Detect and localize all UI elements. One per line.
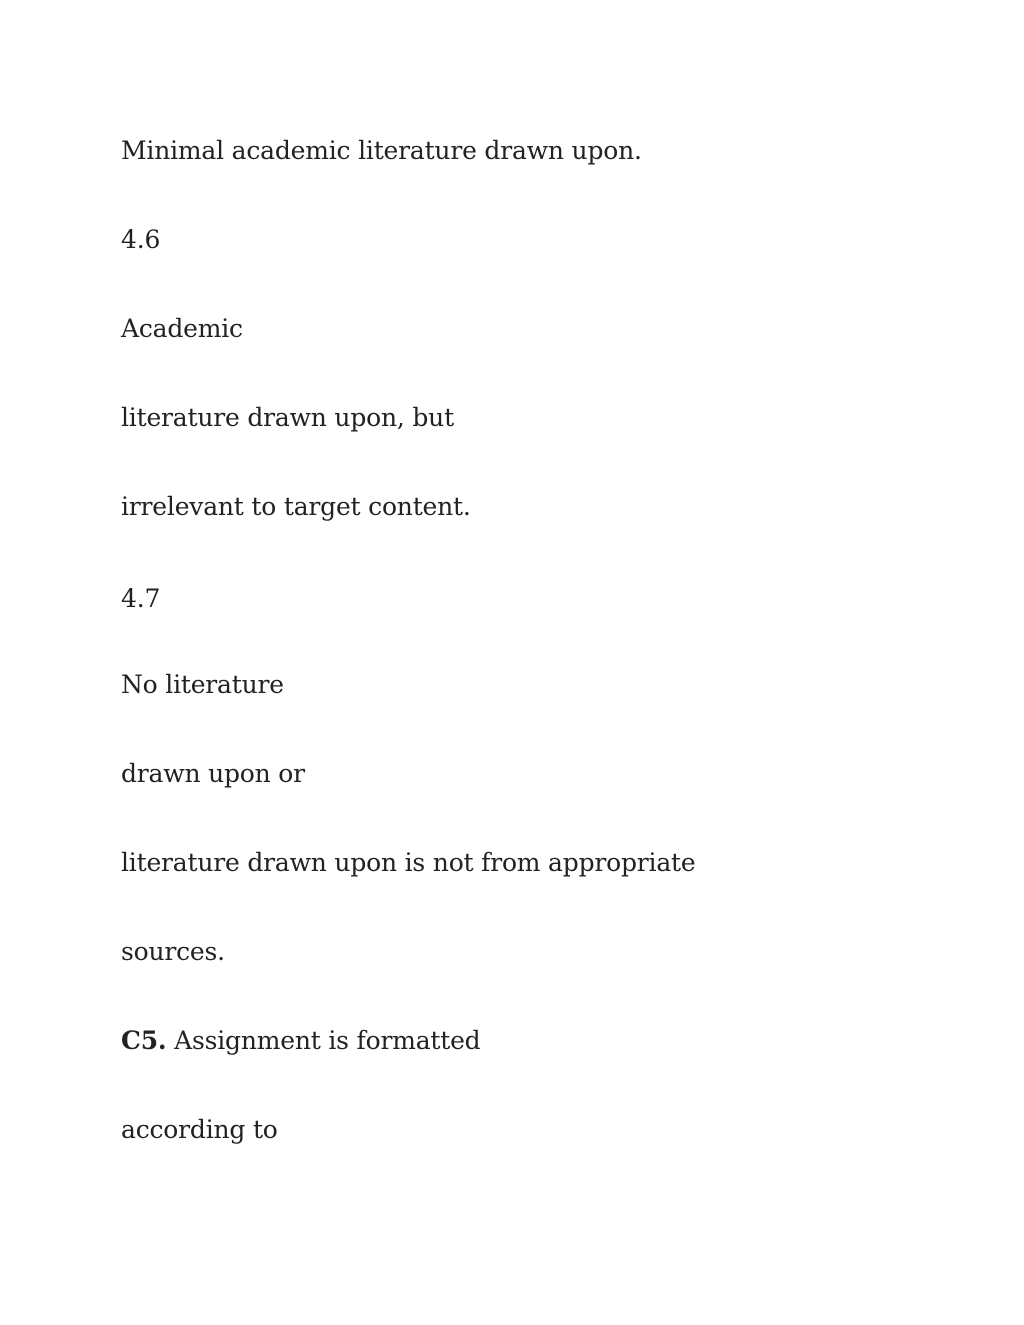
text-line: sources.: [121, 937, 225, 966]
text-line: No literature: [121, 670, 284, 699]
text-line: literature drawn upon is not from appropriate: [121, 848, 696, 877]
text-line: according to: [121, 1115, 278, 1144]
text-line: irrelevant to target content.: [121, 492, 471, 521]
criterion-heading: [121, 1026, 481, 1056]
text-line: literature drawn upon, but: [121, 403, 454, 432]
score-value: 4.6: [121, 225, 161, 254]
score-value: 4.7: [121, 584, 161, 613]
criterion-text: Assignment is formatted: [166, 1026, 481, 1055]
criterion-code: C5.: [121, 1026, 167, 1055]
text-line: Academic: [121, 314, 243, 343]
text-line: drawn upon or: [121, 759, 305, 788]
text-line: Minimal academic literature drawn upon.: [121, 136, 642, 165]
